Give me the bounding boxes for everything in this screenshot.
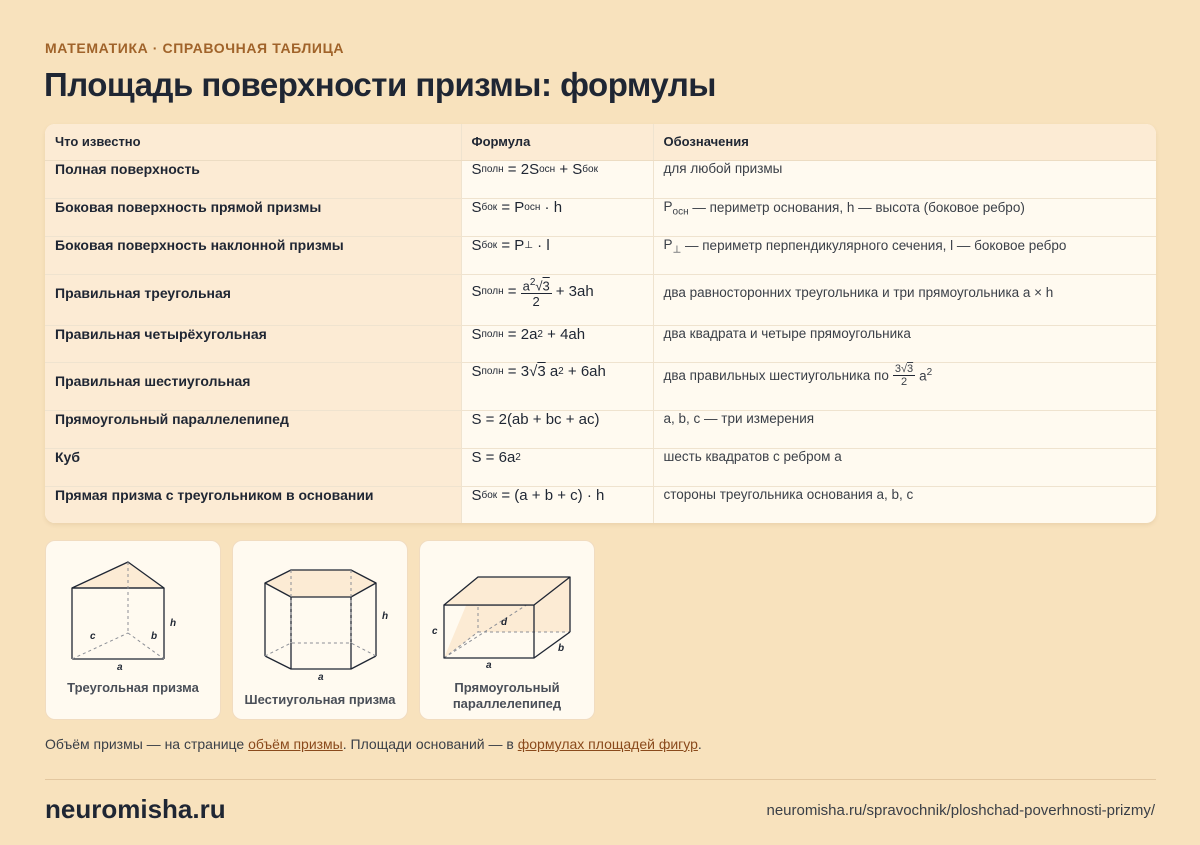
svg-text:h: h [170, 618, 177, 629]
column-header-known: Что известно [45, 124, 461, 160]
figure-caption: Прямоугольный параллелепипед [452, 680, 562, 711]
table-row [45, 448, 1156, 486]
note-text: Объём призмы — на странице [45, 736, 249, 752]
svg-text:c: c [90, 631, 96, 642]
column-header-notes: Обозначения [653, 124, 1156, 160]
page-url[interactable]: neuromisha.ru/spravochnik/ploshchad-poverhnosti-prizmy/ [766, 802, 1155, 819]
table-row [45, 325, 1156, 362]
row-formula: S полн = 2a 2 + 4ah [471, 325, 586, 343]
row-known: Боковая поверхность наклонной призмы [55, 236, 344, 253]
row-known: Прямоугольный параллелепипед [55, 410, 289, 427]
table-header-row [45, 124, 1156, 160]
row-notes: стороны треугольника основания a, b, c [663, 486, 914, 502]
volume-link[interactable]: объём призмы [248, 736, 343, 752]
brand-logo[interactable]: neuromisha.ru [45, 794, 226, 824]
footer-divider [45, 779, 1156, 780]
area-formulas-link[interactable]: формулах площадей фигур [517, 736, 698, 752]
figure-card-parallelepiped [419, 540, 595, 720]
row-known: Правильная четырёхугольная [55, 325, 267, 342]
note-text: . Площади оснований — в [342, 736, 518, 752]
row-formula: S бок = P ⊥ · l [471, 236, 550, 254]
row-formula: S бок = P осн · h [471, 198, 563, 216]
table-row [45, 410, 1156, 448]
figure-card-triangular-prism [45, 540, 221, 720]
row-formula: S полн = $\frac{a^2√3}{2}$ + 3ah [471, 276, 594, 309]
row-notes: $P_{осн}$ — периметр основания, h — высота (боковое ребро) [663, 198, 1025, 218]
row-notes: $P_\perp$ — периметр перпендикулярного сечения, l — боковое ребро [663, 236, 1067, 256]
row-formula: S полн = 2S осн + S бок [471, 160, 598, 178]
svg-text:b: b [151, 631, 158, 642]
table-row [45, 486, 1156, 523]
row-known: Правильная треугольная [55, 284, 231, 301]
row-notes: шесть квадратов с ребром a [663, 448, 842, 464]
table-row [45, 160, 1156, 198]
formula-table [45, 124, 1156, 523]
row-notes: два равносторонних треугольника и три прямоугольника a × h [663, 284, 1054, 300]
row-formula: S бок = (a + b + c) · h [471, 486, 605, 504]
svg-text:a: a [117, 662, 123, 673]
row-known: Боковая поверхность прямой призмы [55, 198, 322, 215]
row-known: Куб [55, 448, 80, 465]
svg-text:c: c [432, 626, 438, 637]
row-formula: S = 2(ab + bc + ac) [471, 410, 600, 428]
svg-text:a: a [318, 672, 324, 683]
note-text: . [697, 736, 702, 752]
row-known: Прямая призма с треугольником в основании [55, 486, 374, 503]
table-row [45, 362, 1156, 410]
row-known: Полная поверхность [55, 160, 200, 177]
row-notes: a, b, c — три измерения [663, 410, 815, 426]
row-notes: для любой призмы [663, 160, 783, 176]
row-formula: S = 6a 2 [471, 448, 521, 466]
svg-text:a: a [486, 660, 492, 671]
row-formula: S полн = 3√ 3 a 2 + 6ah [471, 362, 606, 380]
row-notes: два правильных шестиугольника по $\frac{3√3}{2}$ $a^2$ [663, 362, 933, 388]
svg-text:d: d [501, 617, 508, 628]
column-header-formula: Формула [461, 124, 653, 160]
figure-caption: Треугольная призма [67, 680, 199, 695]
figure-caption: Шестиугольная призма [244, 692, 396, 707]
svg-text:b: b [558, 643, 565, 654]
figure-card-hexagonal-prism [232, 540, 408, 720]
section-kicker: МАТЕМАТИКА · СПРАВОЧНАЯ ТАБЛИЦА [45, 40, 345, 56]
table-row [45, 236, 1156, 274]
row-known: Правильная шестиугольная [55, 372, 251, 389]
table-row [45, 274, 1156, 325]
page-title: Площадь поверхности призмы: формулы [44, 66, 716, 103]
row-notes: два квадрата и четыре прямоугольника [663, 325, 911, 341]
footer-note [45, 736, 702, 752]
table-row [45, 198, 1156, 236]
svg-text:h: h [382, 611, 389, 622]
